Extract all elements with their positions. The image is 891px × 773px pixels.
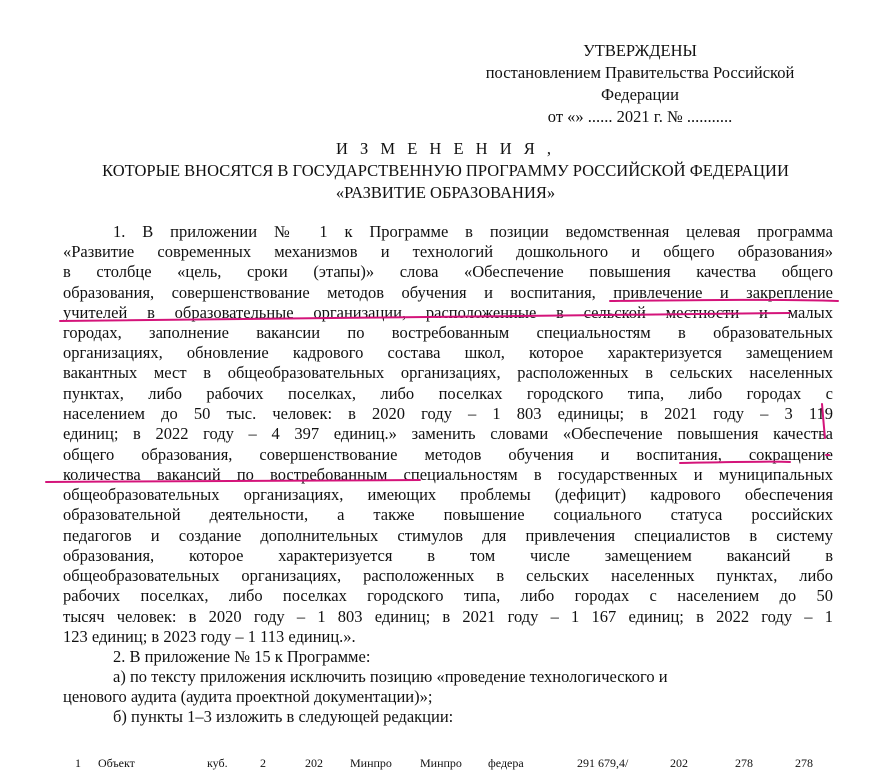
body-line: количества вакансий по востребованным специальностям в государственных и муниципальных	[63, 465, 833, 484]
body-line: общеобразовательных организациях, расположенных в сельских населенных пунктах, либо	[63, 566, 833, 585]
body-line: в столбце «цель, сроки (этапы)» слова «Обеспечение повышения качества общего	[63, 262, 833, 281]
body-line: населением до 50 тыс. человек: в 2020 году – 1 803 единицы; в 2021 году – 3 119	[63, 404, 833, 423]
approved-line-1: постановлением Правительства Российской	[485, 63, 795, 82]
body-line: рабочих поселках, либо поселках городского типа, либо городах с населением до 50	[63, 586, 833, 605]
table-cell: 202	[670, 756, 688, 770]
body-line: вакантных мест в общеобразовательных организациях, расположенных в сельских населенных	[63, 363, 833, 382]
approved-title: УТВЕРЖДЕНЫ	[583, 41, 697, 60]
table-cell: 278	[735, 756, 753, 770]
body-line: б) пункты 1–3 изложить в следующей редакции:	[113, 707, 454, 726]
approved-line-2: Федерации	[601, 85, 679, 104]
body-line: общеобразовательных организациях, имеющих проблемы (дефицит) кадрового обеспечения	[63, 485, 833, 504]
body-line: пунктах, либо рабочих поселках, либо поселках городского типа, либо городах с	[63, 384, 833, 403]
body-line: а) по тексту приложения исключить позицию «проведение технологического и	[113, 667, 668, 686]
body-line: образования, совершенствование методов обучения и воспитания, привлечение и закрепление	[63, 283, 833, 302]
body-line: 1. В приложении № 1 к Программе в позиции ведомственная целевая программа	[113, 222, 833, 241]
table-cell: Минпро	[420, 756, 462, 770]
body-line: 123 единиц; в 2023 году – 1 113 единиц.».	[63, 627, 356, 646]
body-line: педагогов и создание дополнительных стимулов для привлечения специалистов в систему	[63, 526, 833, 545]
table-cell: 278	[795, 756, 813, 770]
table-cell: куб.	[207, 756, 228, 770]
body-line: «Развитие современных механизмов и технологий дошкольного и общего образования»	[63, 242, 833, 261]
approved-line-3: от «» ...... 2021 г. № ...........	[547, 107, 733, 126]
table-cell: 291 679,4/	[577, 756, 629, 770]
table-cell: Объект	[98, 756, 135, 770]
title-line-2: КОТОРЫЕ ВНОСЯТСЯ В ГОСУДАРСТВЕННУЮ ПРОГРАММУ РОССИЙСКОЙ ФЕДЕРАЦИИ	[102, 161, 789, 180]
body-line: единиц; в 2022 году – 4 397 единиц.» заменить словами «Обеспечение повышения качества	[63, 424, 833, 443]
approval-block	[420, 40, 860, 128]
body-line: учителей в образовательные организации, расположенные в сельской местности и малых	[63, 303, 833, 322]
table-cell: 202	[305, 756, 323, 770]
table-cell: федера	[488, 756, 524, 770]
body-line: образовательной деятельности, а также повышение социального статуса российских	[63, 505, 833, 524]
body-line: образования, которое характеризуется в том числе замещением вакансий в	[63, 546, 833, 565]
body-line: ценового аудита (аудита проектной документации)»;	[63, 687, 433, 706]
document-title	[0, 138, 891, 204]
title-line-3: «РАЗВИТИЕ ОБРАЗОВАНИЯ»	[335, 183, 556, 202]
body-line: общего образования, совершенствование методов обучения и воспитания, сокращение	[63, 445, 833, 464]
title-line-1: И З М Е Н Е Н И Я ,	[335, 139, 555, 158]
body-line: тысяч человек: в 2020 году – 1 803 единиц; в 2021 году – 1 167 единиц; в 2022 году – 1	[63, 607, 833, 626]
body-line: организациях, обновление кадрового состава школ, которое характеризуется замещением	[63, 343, 833, 362]
body-line: 2. В приложение № 15 к Программе:	[113, 647, 371, 666]
table-row	[0, 756, 891, 773]
body-line: городах, заполнение вакансии по востребованным специальностям в образовательных	[63, 323, 833, 342]
table-cell: 2	[260, 756, 266, 770]
table-cell: Минпро	[350, 756, 392, 770]
table-cell: 1	[75, 756, 81, 770]
